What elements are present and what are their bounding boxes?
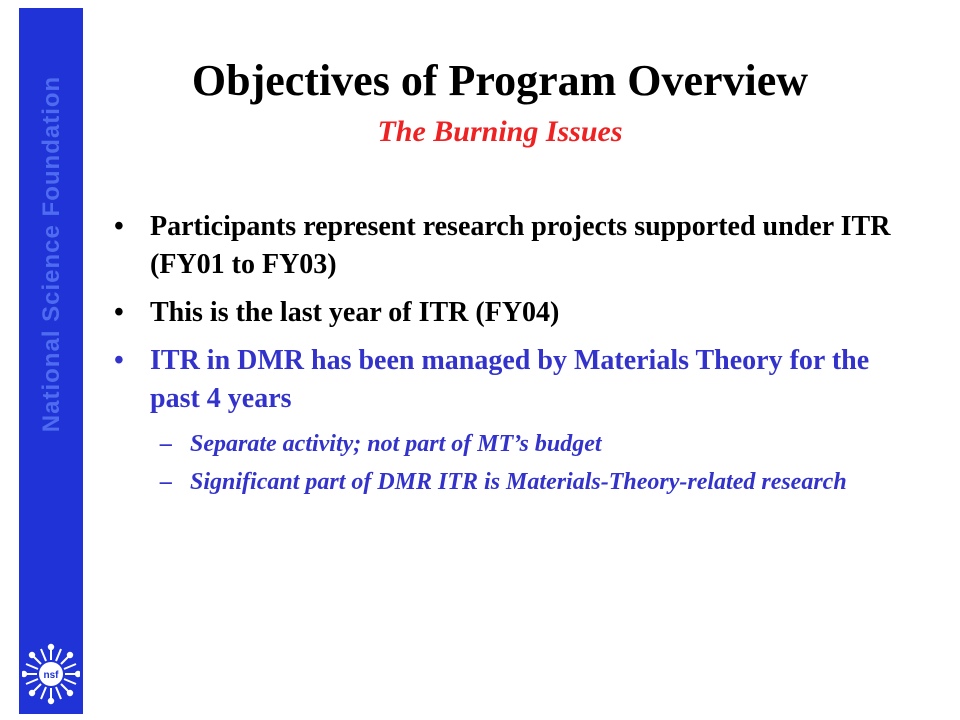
bullet-text: This is the last year of ITR (FY04) [150,297,560,328]
slide-subtitle: The Burning Issues [377,115,623,148]
sub-bullet-text: Significant part of DMR ITR is Materials-Theory-related research [190,469,847,495]
sidebar-org-name: National Science Foundation [38,75,65,433]
bullet-item [112,294,892,332]
bullet-text: ITR in DMR has been managed by Materials Theory for the past 4 years [150,345,870,414]
sub-bullet-marker: – [160,469,172,495]
nsf-logo-text: nsf [43,670,59,681]
bullet-list [112,208,892,504]
sub-bullet-item [112,428,892,460]
bullet-text: Participants represent research projects supported under ITR (FY01 to FY03) [150,211,891,280]
bullet-marker: • [114,345,124,376]
slide-title: Objectives of Program Overview [191,56,809,105]
bullet-item [112,208,892,284]
sub-bullet-text: Separate activity; not part of MT’s budget [190,431,602,457]
bullet-marker: • [114,297,124,328]
nsf-logo-icon [22,640,80,708]
bullet-item [112,342,892,418]
sub-bullet-item [112,466,892,498]
sidebar-label [38,34,66,474]
bullet-marker: • [114,211,124,242]
sub-bullet-marker: – [160,431,172,457]
